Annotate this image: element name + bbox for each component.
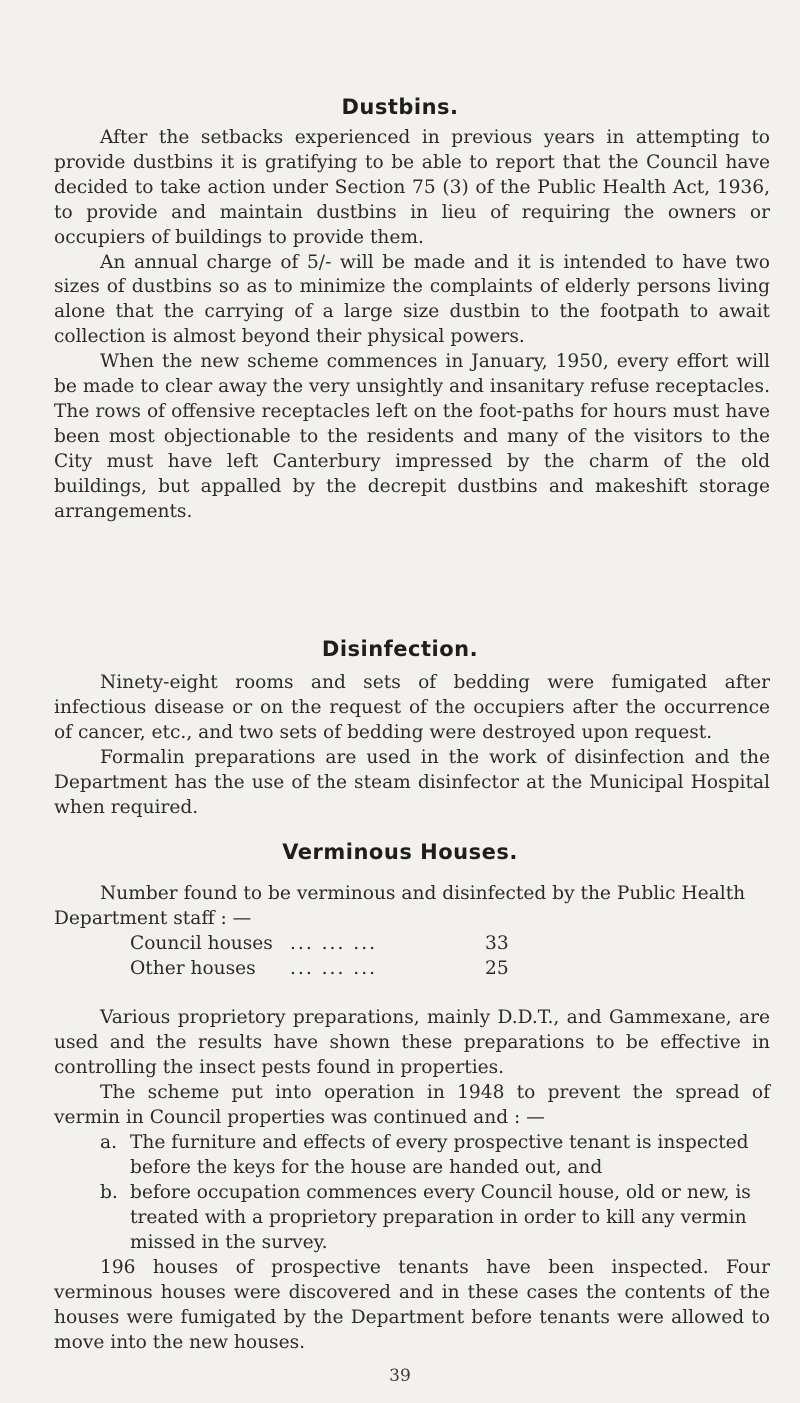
page-number: 39 xyxy=(389,1366,411,1386)
dustbins-text xyxy=(54,126,770,525)
dustbins-paragraph: An annual charge of 5/- will be made and it is intended to have two sizes of dustbins so as to minimize the complaints of elderly persons living alone that the carrying of a large size dustbin to the footpath to await collection is almost beyond their physical powers. xyxy=(54,251,770,348)
closing-paragraph: 196 houses of prospective tenants have been inspected. Four verminous houses were discovered and in these cases the contents of the houses were fumigated by the Department before tenants were allowed to move into the new houses. xyxy=(54,1257,770,1353)
verminous-paragraph: Various proprietory preparations, mainly D.D.T., and Gammexane, are used and the results have shown these preparations to be effective in controlling the insect pests found in properties. xyxy=(54,1007,770,1078)
count-row xyxy=(54,957,770,982)
verminous-intro: Number found to be verminous and disinfected by the Public Health Department staff : — xyxy=(54,883,746,929)
list-text: The furniture and effects of every prospective tenant is inspected before the keys for the house are handed out, and xyxy=(130,1132,749,1178)
count-row xyxy=(54,932,770,957)
count-leader: ... ... ... xyxy=(290,957,378,979)
verminous-paragraph: The scheme put into operation in 1948 to prevent the spread of vermin in Council properties was continued and : — xyxy=(54,1081,770,1128)
list-item xyxy=(54,1131,770,1181)
dustbins-paragraph: When the new scheme commences in January, 1950, every effort will be made to clear away the very unsightly and insanitary refuse receptacles. The rows of offensive receptacles left on the foot-paths for hours must have been most objectionable to the residents and many of the visitors to the City must have left Canterbury impressed by the charm of the old buildings, but appalled by the decrepit dustbins and makeshift storage arrangements. xyxy=(54,351,770,522)
count-value: 25 xyxy=(485,957,509,979)
verminous-houses-heading: Verminous Houses. xyxy=(282,840,518,864)
disinfection-text xyxy=(54,671,770,820)
count-label: Other houses xyxy=(130,957,256,979)
list-item xyxy=(54,1181,770,1256)
disinfection-heading: Disinfection. xyxy=(321,637,479,661)
dustbins-paragraph: After the setbacks experienced in previous years in attempting to provide dustbins it is gratifying to be able to report that the Council have decided to take action under Section 75 (3) of the Public Health Act, 1936, to provide and maintain dustbins in lieu of requiring the owners or occupiers of buildings to provide them. xyxy=(54,127,770,248)
verminous-text xyxy=(54,1006,770,1131)
verminous-counts xyxy=(54,882,770,982)
list-marker: a. xyxy=(100,1132,117,1153)
list-marker: b. xyxy=(100,1181,118,1203)
count-label: Council houses xyxy=(130,932,273,954)
list-text: before occupation commences every Council house, old or new, is treated with a proprietory preparation in order to kill any vermin missed in the survey. xyxy=(130,1181,751,1253)
disinfection-paragraph: Ninety-eight rooms and sets of bedding were fumigated after infectious disease or on the request of the occupiers after the occurrence of cancer, etc., and two sets of bedding were destroyed upon request. xyxy=(54,672,770,743)
count-leader: ... ... ... xyxy=(290,932,378,954)
verminous-closing xyxy=(54,1256,770,1356)
disinfection-paragraph: Formalin preparations are used in the work of disinfection and the Department has the use of the steam disinfector at the Municipal Hospital when required. xyxy=(54,746,770,818)
scheme-list xyxy=(54,1131,770,1256)
count-value: 33 xyxy=(485,932,509,954)
dustbins-heading: Dustbins. xyxy=(341,95,459,119)
